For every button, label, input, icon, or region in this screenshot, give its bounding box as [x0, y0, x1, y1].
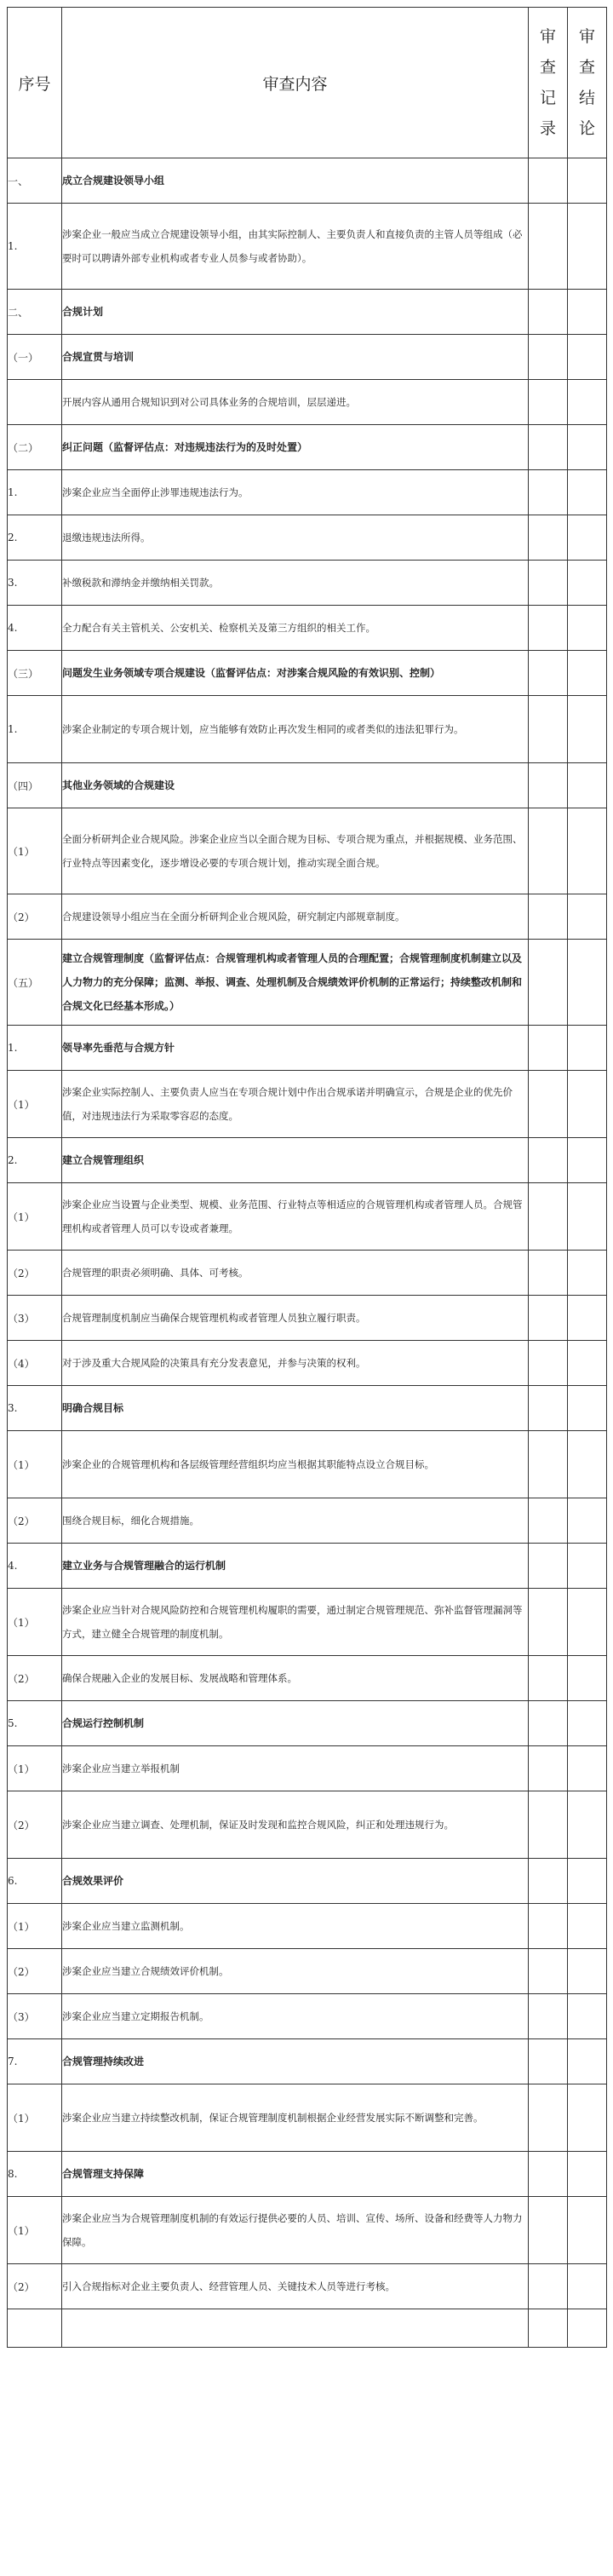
- review-record-cell[interactable]: [529, 2309, 568, 2348]
- review-record-cell[interactable]: [529, 1859, 568, 1904]
- section-heading: 合规管理持续改进: [62, 2039, 529, 2084]
- review-conclusion-cell[interactable]: [568, 2264, 607, 2309]
- review-record-cell[interactable]: [529, 763, 568, 808]
- review-conclusion-cell[interactable]: [568, 894, 607, 940]
- row-index: （3）: [8, 1994, 62, 2039]
- section-row: [8, 1138, 607, 1183]
- table-row: [8, 1746, 607, 1791]
- review-record-cell[interactable]: [529, 651, 568, 696]
- review-conclusion-cell[interactable]: [568, 158, 607, 204]
- row-index: （1）: [8, 1071, 62, 1138]
- header-review-conclusion: [568, 8, 607, 158]
- review-record-cell[interactable]: [529, 1746, 568, 1791]
- review-conclusion-cell[interactable]: [568, 1071, 607, 1138]
- header-record-char: 查: [539, 58, 556, 77]
- review-record-cell[interactable]: [529, 335, 568, 380]
- review-conclusion-cell[interactable]: [568, 1026, 607, 1071]
- review-record-cell[interactable]: [529, 696, 568, 763]
- review-record-cell[interactable]: [529, 606, 568, 651]
- section-heading: 建立合规管理组织: [62, 1138, 529, 1183]
- section-row: [8, 763, 607, 808]
- review-record-cell[interactable]: [529, 204, 568, 290]
- table-row: [8, 696, 607, 763]
- table-row: [8, 1183, 607, 1251]
- row-index: （三）: [8, 651, 62, 696]
- header-conclusion-char: 审: [578, 27, 595, 46]
- row-index: [8, 2309, 62, 2348]
- header-conclusion-char: 结: [578, 89, 595, 107]
- review-record-cell[interactable]: [529, 1589, 568, 1656]
- review-record-cell[interactable]: [529, 1296, 568, 1341]
- header-record-char: 记: [539, 89, 556, 107]
- row-index: （2）: [8, 1656, 62, 1701]
- review-conclusion-cell[interactable]: [568, 380, 607, 425]
- row-content: 全力配合有关主管机关、公安机关、检察机关及第三方组织的相关工作。: [62, 606, 529, 651]
- review-record-cell[interactable]: [529, 1498, 568, 1544]
- review-conclusion-cell[interactable]: [568, 290, 607, 335]
- row-content: 涉案企业应当设置与企业类型、规模、业务范围、行业特点等相适应的合规管理机构或者管理人员。合规管理机构或者管理人员可以专设或者兼理。: [62, 1183, 529, 1251]
- row-index: 4.: [8, 1544, 62, 1589]
- table-row: [8, 808, 607, 894]
- table-row: [8, 561, 607, 606]
- review-record-cell[interactable]: [529, 1544, 568, 1589]
- review-conclusion-cell[interactable]: [568, 2197, 607, 2264]
- row-index: （1）: [8, 2084, 62, 2152]
- table-header-row: [8, 8, 607, 158]
- section-row: [8, 1859, 607, 1904]
- row-index: 2.: [8, 1138, 62, 1183]
- review-record-cell[interactable]: [529, 1183, 568, 1251]
- table-row: [8, 470, 607, 515]
- row-content: 涉案企业应当建立定期报告机制。: [62, 1994, 529, 2039]
- row-index: 3.: [8, 561, 62, 606]
- table-row: [8, 1589, 607, 1656]
- row-content: 涉案企业制定的专项合规计划，应当能够有效防止再次发生相同的或者类似的违法犯罪行为。: [62, 696, 529, 763]
- row-content: [62, 2309, 529, 2348]
- table-row: [8, 1791, 607, 1859]
- section-row: [8, 2152, 607, 2197]
- table-row: [8, 1071, 607, 1138]
- review-record-cell[interactable]: [529, 470, 568, 515]
- row-index: （2）: [8, 1949, 62, 1994]
- row-content: 全面分析研判企业合规风险。涉案企业应当以全面合规为目标、专项合规为重点，并根据规模、业务范围、行业特点等因素变化，逐步增设必要的专项合规计划，推动实现全面合规。: [62, 808, 529, 894]
- review-record-cell[interactable]: [529, 380, 568, 425]
- section-heading: 成立合规建设领导小组: [62, 158, 529, 204]
- table-row: [8, 380, 607, 425]
- row-index: 1.: [8, 696, 62, 763]
- row-content: 涉案企业实际控制人、主要负责人应当在专项合规计划中作出合规承诺并明确宣示，合规是企业的优先价值，对违规违法行为采取零容忍的态度。: [62, 1071, 529, 1138]
- row-content: 补缴税款和滞纳金并缴纳相关罚款。: [62, 561, 529, 606]
- section-heading: 其他业务领域的合规建设: [62, 763, 529, 808]
- review-conclusion-cell[interactable]: [568, 425, 607, 470]
- row-index: 5.: [8, 1701, 62, 1746]
- review-conclusion-cell[interactable]: [568, 1138, 607, 1183]
- review-record-cell[interactable]: [529, 1341, 568, 1386]
- review-conclusion-cell[interactable]: [568, 1341, 607, 1386]
- review-record-cell[interactable]: [529, 561, 568, 606]
- review-conclusion-cell[interactable]: [568, 2309, 607, 2348]
- row-index: （1）: [8, 1904, 62, 1949]
- review-record-cell[interactable]: [529, 1386, 568, 1431]
- review-record-cell[interactable]: [529, 894, 568, 940]
- row-content: 涉案企业应当建立持续整改机制，保证合规管理制度机制根据企业经营发展实际不断调整和完善。: [62, 2084, 529, 2152]
- row-content: 确保合规融入企业的发展目标、发展战略和管理体系。: [62, 1656, 529, 1701]
- review-conclusion-cell[interactable]: [568, 1386, 607, 1431]
- row-content: 围绕合规目标，细化合规措施。: [62, 1498, 529, 1544]
- review-conclusion-cell[interactable]: [568, 1431, 607, 1498]
- row-content: 开展内容从通用合规知识到对公司具体业务的合规培训，层层递进。: [62, 380, 529, 425]
- table-row: [8, 1498, 607, 1544]
- review-conclusion-cell[interactable]: [568, 696, 607, 763]
- row-index: 1.: [8, 204, 62, 290]
- review-conclusion-cell[interactable]: [568, 515, 607, 561]
- review-record-cell[interactable]: [529, 1251, 568, 1296]
- review-record-cell[interactable]: [529, 1949, 568, 1994]
- row-content: 涉案企业应当针对合规风险防控和合规管理机构履职的需要，通过制定合规管理规范、弥补监督管理漏洞等方式，建立健全合规管理的制度机制。: [62, 1589, 529, 1656]
- table-row: [8, 606, 607, 651]
- header-record-char: 审: [539, 27, 556, 46]
- table-row: [8, 1904, 607, 1949]
- review-conclusion-cell[interactable]: [568, 763, 607, 808]
- review-table: [7, 7, 607, 2348]
- section-heading: 纠正问题（监督评估点：对违规违法行为的及时处置）: [62, 425, 529, 470]
- row-index: （二）: [8, 425, 62, 470]
- review-record-cell[interactable]: [529, 2152, 568, 2197]
- row-index: 3.: [8, 1386, 62, 1431]
- section-heading: 领导率先垂范与合规方针: [62, 1026, 529, 1071]
- review-conclusion-cell[interactable]: [568, 1859, 607, 1904]
- review-conclusion-cell[interactable]: [568, 808, 607, 894]
- row-content: 涉案企业的合规管理机构和各层级管理经营组织均应当根据其职能特点设立合规目标。: [62, 1431, 529, 1498]
- row-index: 1.: [8, 1026, 62, 1071]
- review-record-cell[interactable]: [529, 1431, 568, 1498]
- section-row: [8, 1701, 607, 1746]
- section-heading: 合规效果评价: [62, 1859, 529, 1904]
- review-record-cell[interactable]: [529, 425, 568, 470]
- section-row: [8, 1386, 607, 1431]
- row-index: [8, 380, 62, 425]
- row-index: （2）: [8, 2264, 62, 2309]
- row-index: （1）: [8, 1431, 62, 1498]
- table-row: [8, 894, 607, 940]
- row-index: （2）: [8, 1791, 62, 1859]
- row-index: （2）: [8, 1498, 62, 1544]
- review-conclusion-cell[interactable]: [568, 1701, 607, 1746]
- review-conclusion-cell[interactable]: [568, 335, 607, 380]
- table-body: [8, 158, 607, 2348]
- review-record-cell[interactable]: [529, 940, 568, 1026]
- review-conclusion-cell[interactable]: [568, 2039, 607, 2084]
- table-row: [8, 515, 607, 561]
- review-conclusion-cell[interactable]: [568, 2152, 607, 2197]
- table-row: [8, 204, 607, 290]
- table-row: [8, 1296, 607, 1341]
- row-content: 涉案企业应当建立监测机制。: [62, 1904, 529, 1949]
- section-row: [8, 425, 607, 470]
- row-index: （2）: [8, 894, 62, 940]
- review-record-cell[interactable]: [529, 2264, 568, 2309]
- section-heading: 问题发生业务领域专项合规建设（监督评估点：对涉案合规风险的有效识别、控制）: [62, 651, 529, 696]
- review-record-cell[interactable]: [529, 808, 568, 894]
- section-heading: 明确合规目标: [62, 1386, 529, 1431]
- row-index: 1.: [8, 470, 62, 515]
- review-conclusion-cell[interactable]: [568, 1544, 607, 1589]
- review-record-cell[interactable]: [529, 158, 568, 204]
- review-conclusion-cell[interactable]: [568, 651, 607, 696]
- row-content: 涉案企业应当建立合规绩效评价机制。: [62, 1949, 529, 1994]
- review-conclusion-cell[interactable]: [568, 1994, 607, 2039]
- row-content: 涉案企业应当建立举报机制: [62, 1746, 529, 1791]
- section-row: [8, 158, 607, 204]
- row-index: （1）: [8, 808, 62, 894]
- row-index: （3）: [8, 1296, 62, 1341]
- header-index: 序号: [8, 8, 62, 158]
- section-heading: 合规宣贯与培训: [62, 335, 529, 380]
- review-record-cell[interactable]: [529, 290, 568, 335]
- row-index: 4.: [8, 606, 62, 651]
- row-content: 对于涉及重大合规风险的决策具有充分发表意见，并参与决策的权利。: [62, 1341, 529, 1386]
- section-row: [8, 651, 607, 696]
- review-record-cell[interactable]: [529, 1701, 568, 1746]
- review-conclusion-cell[interactable]: [568, 1296, 607, 1341]
- row-content: 合规管理的职责必须明确、具体、可考核。: [62, 1251, 529, 1296]
- table-row: [8, 2084, 607, 2152]
- table-row: [8, 2197, 607, 2264]
- header-conclusion-char: 查: [578, 58, 595, 77]
- row-content: 合规建设领导小组应当在全面分析研判企业合规风险，研究制定内部规章制度。: [62, 894, 529, 940]
- section-row: [8, 335, 607, 380]
- review-conclusion-cell[interactable]: [568, 561, 607, 606]
- row-content: 涉案企业应当为合规管理制度机制的有效运行提供必要的人员、培训、宣传、场所、设备和经费等人力物力保障。: [62, 2197, 529, 2264]
- row-index: 8.: [8, 2152, 62, 2197]
- row-index: （1）: [8, 1746, 62, 1791]
- section-heading: 合规管理支持保障: [62, 2152, 529, 2197]
- row-index: 一、: [8, 158, 62, 204]
- review-conclusion-cell[interactable]: [568, 940, 607, 1026]
- section-row: [8, 1544, 607, 1589]
- table-row: [8, 1994, 607, 2039]
- row-index: （2）: [8, 1251, 62, 1296]
- review-conclusion-cell[interactable]: [568, 1656, 607, 1701]
- row-index: （五）: [8, 940, 62, 1026]
- row-index: （四）: [8, 763, 62, 808]
- review-conclusion-cell[interactable]: [568, 1949, 607, 1994]
- review-record-cell[interactable]: [529, 515, 568, 561]
- review-conclusion-cell[interactable]: [568, 1589, 607, 1656]
- review-conclusion-cell[interactable]: [568, 470, 607, 515]
- row-content: 退缴违规违法所得。: [62, 515, 529, 561]
- review-record-cell[interactable]: [529, 2197, 568, 2264]
- review-record-cell[interactable]: [529, 2039, 568, 2084]
- table-row: [8, 1949, 607, 1994]
- row-content: 涉案企业应当建立调查、处理机制，保证及时发现和监控合规风险，纠正和处理违规行为。: [62, 1791, 529, 1859]
- table-row: [8, 1251, 607, 1296]
- section-heading: 建立业务与合规管理融合的运行机制: [62, 1544, 529, 1589]
- header-content: 审查内容: [62, 8, 529, 158]
- row-index: （1）: [8, 1183, 62, 1251]
- review-record-cell[interactable]: [529, 2084, 568, 2152]
- review-conclusion-cell[interactable]: [568, 1183, 607, 1251]
- review-conclusion-cell[interactable]: [568, 606, 607, 651]
- section-heading: 合规计划: [62, 290, 529, 335]
- row-content: 合规管理制度机制应当确保合规管理机构或者管理人员独立履行职责。: [62, 1296, 529, 1341]
- row-index: （4）: [8, 1341, 62, 1386]
- header-conclusion-char: 论: [578, 119, 595, 138]
- review-conclusion-cell[interactable]: [568, 1746, 607, 1791]
- section-heading: 建立合规管理制度（监督评估点：合规管理机构或者管理人员的合理配置；合规管理制度机制建立以及人力物力的充分保障；监测、举报、调查、处理机制及合规绩效评价机制的正常运行；持续整改机制和合规文化已经基本形成。）: [62, 940, 529, 1026]
- header-review-record: [529, 8, 568, 158]
- row-index: 2.: [8, 515, 62, 561]
- row-index: 二、: [8, 290, 62, 335]
- review-conclusion-cell[interactable]: [568, 1791, 607, 1859]
- review-conclusion-cell[interactable]: [568, 204, 607, 290]
- section-row: [8, 1026, 607, 1071]
- row-index: 7.: [8, 2039, 62, 2084]
- section-row: [8, 290, 607, 335]
- row-index: （一）: [8, 335, 62, 380]
- row-content: 引入合规指标对企业主要负责人、经营管理人员、关键技术人员等进行考核。: [62, 2264, 529, 2309]
- review-conclusion-cell[interactable]: [568, 1498, 607, 1544]
- row-content: 涉案企业一般应当成立合规建设领导小组，由其实际控制人、主要负责人和直接负责的主管人员等组成（必要时可以聘请外部专业机构或者专业人员参与或者协助）。: [62, 204, 529, 290]
- table-row: [8, 1341, 607, 1386]
- section-row: [8, 940, 607, 1026]
- review-conclusion-cell[interactable]: [568, 1251, 607, 1296]
- review-conclusion-cell[interactable]: [568, 1904, 607, 1949]
- row-index: （1）: [8, 1589, 62, 1656]
- review-record-cell[interactable]: [529, 1656, 568, 1701]
- review-record-cell[interactable]: [529, 1026, 568, 1071]
- review-record-cell[interactable]: [529, 1138, 568, 1183]
- header-record-char: 录: [539, 119, 556, 138]
- table-row: [8, 1656, 607, 1701]
- review-record-cell[interactable]: [529, 1791, 568, 1859]
- row-index: 6.: [8, 1859, 62, 1904]
- row-index: （1）: [8, 2197, 62, 2264]
- blank-row: [8, 2309, 607, 2348]
- section-row: [8, 2039, 607, 2084]
- table-row: [8, 1431, 607, 1498]
- table-row: [8, 2264, 607, 2309]
- section-heading: 合规运行控制机制: [62, 1701, 529, 1746]
- review-record-cell[interactable]: [529, 1904, 568, 1949]
- review-record-cell[interactable]: [529, 1071, 568, 1138]
- row-content: 涉案企业应当全面停止涉罪违规违法行为。: [62, 470, 529, 515]
- review-record-cell[interactable]: [529, 1994, 568, 2039]
- review-conclusion-cell[interactable]: [568, 2084, 607, 2152]
